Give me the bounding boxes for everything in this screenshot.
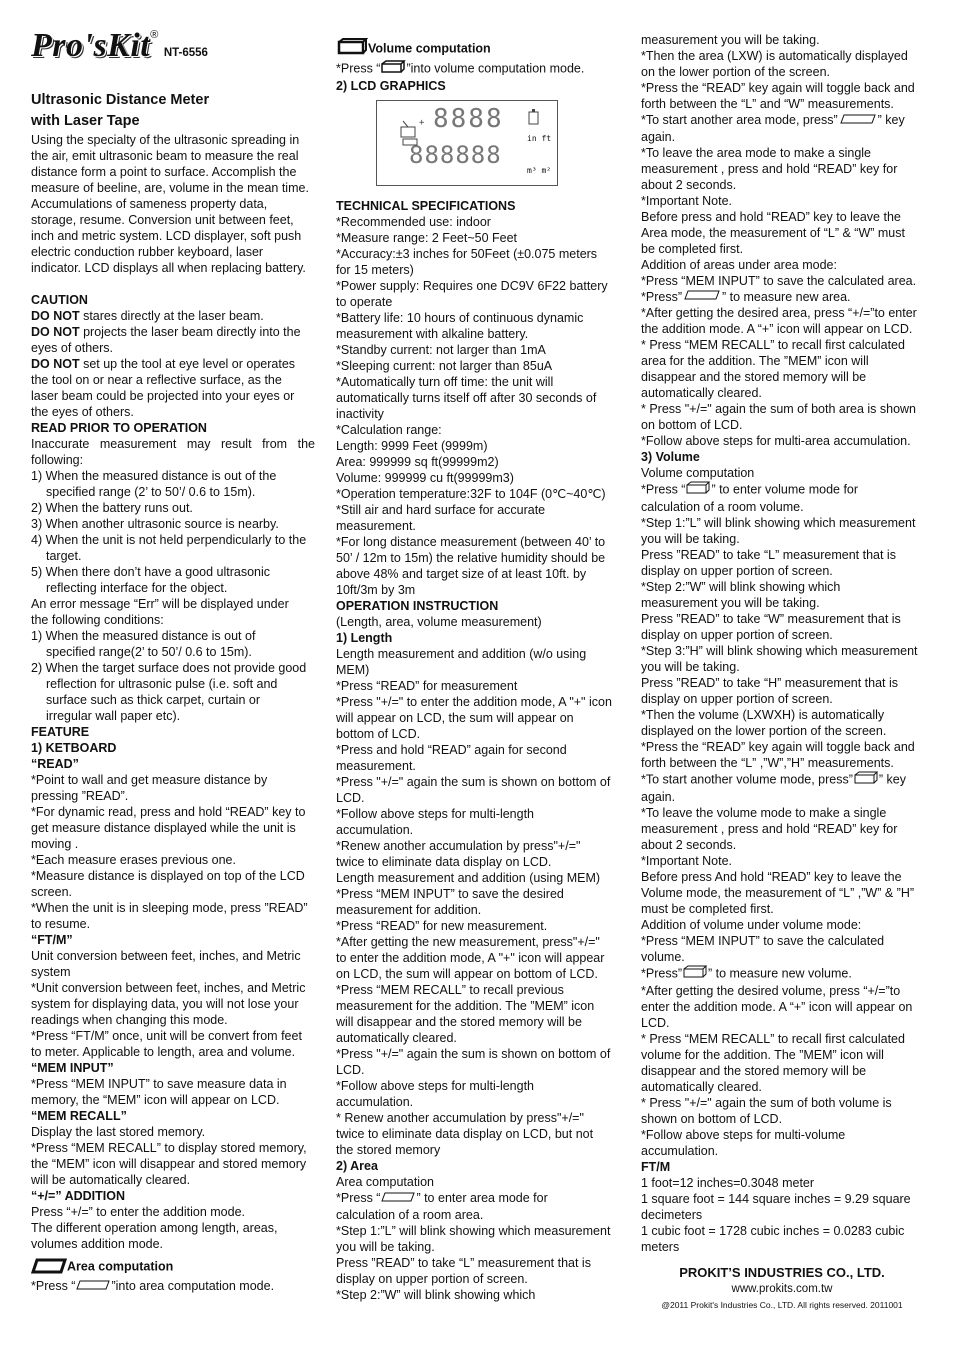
text-line: twice to eliminate data display on LCD. <box>336 855 552 869</box>
text-line: *Still air and hard surface for accurate <box>336 503 546 517</box>
text-line: will appear on LCD, the sum will appear on <box>336 711 574 725</box>
text-line: *Step 1:”L” will blink showing which measurement <box>641 516 916 531</box>
text-line: * Press "+/=" again the sum of both volume is <box>641 1096 892 1111</box>
text-line: Area: 999999 sq ft(99999m2) <box>336 455 499 469</box>
text-line: *Unit conversion between feet, inches, and Metric <box>31 981 306 995</box>
text-line: display on upper portion of screen. <box>641 564 833 579</box>
text-line: 2) When the battery runs out. <box>31 501 193 515</box>
text-line: measurement , press and hold “READ” key for <box>641 161 898 176</box>
text-line: *Automatically turn off time: the unit will <box>336 375 554 389</box>
caution-text: stares directly at the laser beam. <box>79 309 264 323</box>
copyright-text: @2011 Prokit's Industries Co., LTD. All rights reserved. 2011001 <box>661 1300 903 1310</box>
text-line: *To leave the volume mode to make a single <box>641 806 887 821</box>
text-line: the “MEM” icon will disappear and stored memory <box>31 1157 307 1171</box>
text-line: calculation of a room volume. <box>641 500 804 515</box>
text-line: *After getting the desired area, press “+/=”to enter <box>641 306 917 321</box>
text-line: LCD. <box>336 1063 365 1077</box>
text-line: Press ”READ” to take “W” measurement that is <box>641 612 901 627</box>
text-line: readings when changing this mode. <box>31 1013 228 1027</box>
title-line-1: Ultrasonic Distance Meter <box>31 92 210 108</box>
registered-mark: ® <box>150 29 159 41</box>
area-key-icon <box>75 1279 111 1295</box>
prokit-logo <box>31 27 208 64</box>
text-line: *Press “MEM INPUT” to save the calculated <box>641 934 885 949</box>
text-line: *Press "+/=" again the sum is shown on bottom of <box>336 775 611 789</box>
text-line: * Press “MEM RECALL” to recall first calculated <box>641 338 905 353</box>
text-line: storage, resume. Conversion unit between feet, <box>31 213 294 227</box>
text-line: Volume mode, the measurement of “L” ,”W” & ”H” <box>641 886 915 901</box>
text-line: display on upper portion of screen. <box>641 628 833 643</box>
addition-text <box>31 1204 315 1252</box>
area-press: *Press “ ” to enter area mode for <box>336 1191 548 1205</box>
mem-input-heading: “MEM INPUT” <box>31 1061 114 1075</box>
text-line: specified range (2’ to 50’/ 0.6 to 15m). <box>46 485 256 499</box>
read-key-text <box>31 772 315 932</box>
text-line: Inaccurate measurement may result from the <box>31 437 315 451</box>
text-line: reflecting interface for the object. <box>46 581 228 595</box>
volume-subheading: Volume computation <box>641 466 755 481</box>
text-line: Volume: 999999 cu ft(99999m3) <box>336 471 514 485</box>
text-line: 4) When the unit is not held perpendicularly to the <box>31 533 307 547</box>
text-line: LCD. <box>336 791 365 805</box>
text-line: on the lower portion of the screen. <box>641 65 831 79</box>
caution-text: projects the laser beam directly into the <box>79 325 301 339</box>
text-line: on LCD, the sum will appear on bottom of LCD. <box>336 967 598 981</box>
area-continued-text-2 <box>641 129 923 289</box>
text-line: *Press “MEM INPUT” to save measure data in <box>31 1077 287 1091</box>
text-line: following: <box>31 453 84 467</box>
text-line: Addition of areas under area mode: <box>641 257 837 272</box>
text-line: *Press “FT/M” once, unit will be convert from feet <box>31 1029 302 1043</box>
text-line: get measure distance displayed while the unit is <box>31 821 296 835</box>
text-line: on bottom of LCD. <box>641 418 743 433</box>
caution-list <box>31 308 315 420</box>
area-key-icon <box>838 113 878 129</box>
caution-text: eyes of others. <box>31 341 113 355</box>
conditions-list <box>31 628 315 724</box>
text-line: bottom of LCD. <box>336 727 421 741</box>
text-line: display on upper portion of screen. <box>641 692 833 707</box>
mem-input-text <box>31 1076 315 1108</box>
caution-text: set up the tool at eye level or operates <box>79 357 296 371</box>
text-line: measurement you will be taking. <box>641 596 820 611</box>
text-line: *After getting the new measurement, press"+/=" <box>336 935 600 949</box>
area-key-icon <box>31 1256 67 1278</box>
caution-heading: CAUTION <box>31 293 88 307</box>
text-line: *For dynamic read, press and hold “READ” key to <box>31 805 306 819</box>
text-line: The different operation among length, areas, <box>31 1221 278 1235</box>
text-line: the air, emit ultrasonic beam to measure the real <box>31 149 299 163</box>
text-line: to meter. Applicable to length, area and volume. <box>31 1045 296 1059</box>
text-line: accumulation. <box>641 1144 719 1159</box>
text-line: forth between the “L” and “W” measurements. <box>641 97 894 111</box>
text-line: 1 cubic foot = 1728 cubic inches = 0.0283 cubic <box>641 1224 905 1239</box>
text-line: distance form a point to surface. Accomplish the <box>31 165 297 179</box>
text-line: disappear and the stored memory will be <box>641 1064 867 1079</box>
text-line: *Then the area (LXW) is automatically displayed <box>641 49 908 63</box>
text-line: *Calculation range: <box>336 423 442 437</box>
text-line: *When the unit is in sleeping mode, press ”READ” <box>31 901 308 915</box>
text-line: electric conduction rubber keyboard, laser <box>31 245 264 259</box>
text-line: *Accuracy:±3 inches for 50Feet (±0.075 meters <box>336 247 598 261</box>
text-line: system <box>31 965 71 979</box>
battery-icon <box>527 109 541 125</box>
text-line: for 15 meters) <box>336 263 414 277</box>
text-line: measurement. <box>336 519 416 533</box>
text-line: *Standby current: not larger than 1mA <box>336 343 546 357</box>
addition-heading: “+/=” ADDITION <box>31 1189 125 1203</box>
text-line: accumulation. <box>336 823 414 837</box>
text-line: *Power supply: Requires one DC9V 6F22 battery <box>336 279 608 293</box>
text-line: * Renew another accumulation by press"+/=" <box>336 1111 584 1125</box>
text-line: *Press the “READ” key again will toggle back and <box>641 81 915 95</box>
area-continued-text <box>641 32 923 112</box>
text-line: *Follow above steps for multi-length <box>336 807 535 821</box>
text-line: surface such as thick carpet, curtain or <box>46 693 260 707</box>
text-line: you will be taking. <box>641 532 740 547</box>
lcd-graphic <box>376 100 558 186</box>
text-line: *Step 1:”L” will blink showing which measurement <box>336 1223 611 1238</box>
text-line: measurement with alkaline battery. <box>336 327 529 341</box>
text-line: enter the addition mode. A “+” icon will appear on <box>641 1000 913 1015</box>
model-number: NT-6556 <box>163 47 208 59</box>
text-line: again. <box>641 790 676 805</box>
area-computation-heading: Area computation <box>31 1256 315 1278</box>
caution-line <box>31 356 315 372</box>
text-line: above 48% and target size of at least 10ft. by <box>336 567 587 581</box>
text-line: moving . <box>31 837 79 851</box>
volume-computation-heading: Volume computation <box>336 38 620 60</box>
text-line: measurement you will be taking. <box>641 33 820 47</box>
caution-text: the eyes of others. <box>31 405 134 419</box>
text-line: Before press And hold “READ” key to leave the <box>641 870 902 885</box>
text-line: 1 square foot = 144 square inches = 9.29 square <box>641 1192 911 1207</box>
text-line: must be completed first. <box>641 902 774 917</box>
text-line: will be automatically cleared. <box>31 1173 191 1187</box>
mem-recall-heading: “MEM RECALL” <box>31 1109 127 1123</box>
length-heading: 1) Length <box>336 631 393 645</box>
text-line: Accumulations of sameness property data, <box>31 197 268 211</box>
area-steps-text <box>336 1207 620 1303</box>
text-line: *Press “MEM RECALL” to display stored memory, <box>31 1141 307 1155</box>
caution-line <box>31 308 315 324</box>
text-line: *After getting the desired volume, press “+/=”to <box>641 984 901 999</box>
text-line: irregular wall paper etc). <box>46 709 181 723</box>
text-line: automatically cleared. <box>336 1031 457 1045</box>
text-line: memory, the “MEM” icon will appear on LCD. <box>31 1093 280 1107</box>
text-line: display on upper portion of screen. <box>336 1271 528 1286</box>
feature-heading: FEATURE <box>31 725 90 739</box>
text-line: forth between the “L” ,”W”,”H” measurements. <box>641 756 894 771</box>
lcd-upper-units: in ft <box>527 134 552 143</box>
text-line: indicator. LCD displays all when replacing battery. <box>31 261 306 275</box>
text-line: measurement. <box>336 759 416 773</box>
text-line: *Operation temperature:32F to 104F (0℃~40℃) <box>336 487 606 501</box>
volume-continued-text-2 <box>641 789 923 965</box>
text-line: shown on bottom of LCD. <box>641 1112 783 1127</box>
volume-key-icon <box>685 481 711 499</box>
ftm-key-text <box>31 948 315 1060</box>
text-line: again. <box>641 129 676 144</box>
text-line: *Important Note. <box>641 854 733 869</box>
text-line: accumulation. <box>336 1095 414 1109</box>
text-line: inch and metric system. LCD displayer, soft push <box>31 229 302 243</box>
caution-text: the tool on or near a reflective surface, as the <box>31 373 282 387</box>
text-line: *Press “MEM INPUT” to save the desired <box>336 887 564 901</box>
operation-heading: OPERATION INSTRUCTION <box>336 599 499 613</box>
text-line: LCD. <box>641 1016 670 1031</box>
caution-prefix: DO NOT <box>31 325 80 339</box>
caution-prefix: DO NOT <box>31 357 80 371</box>
operation-subheading: (Length, area, volume measurement) <box>336 615 542 629</box>
text-line: target. <box>46 549 82 563</box>
text-line: Press ”READ” to take “L” measurement that is <box>336 1255 591 1270</box>
text-line: *Press “MEM RECALL” to recall previous <box>336 983 564 997</box>
tech-spec-heading: TECHNICAL SPECIFICATIONS <box>336 199 516 213</box>
lcd-lower-digits: 888888 <box>409 141 502 169</box>
text-line: *Step 2:”W” will blink showing which <box>641 580 841 595</box>
text-line: *Follow above steps for multi-area accumulation. <box>641 434 911 449</box>
text-line: the stored memory <box>336 1143 441 1157</box>
text-line: 2) When the target surface does not provide good <box>31 661 307 675</box>
text-line: * Press "+/=" again the sum of both area is shown <box>641 402 916 417</box>
volume-new-measure: *Press” ” to measure new volume. <box>641 965 923 983</box>
text-line: Using the specialty of the ultrasonic spreading in <box>31 133 300 147</box>
text-line: system for displaying data, you will not lose your <box>31 997 299 1011</box>
text-line: reflection for ultrasonic pulse (i.e. soft and <box>46 677 278 691</box>
text-line: you will be taking. <box>641 660 740 675</box>
area-heading: 2) Area <box>336 1159 378 1173</box>
area-key-icon <box>682 289 722 305</box>
text-line: *Follow above steps for multi-volume <box>641 1128 846 1143</box>
ftm-key-heading: “FT/M” <box>31 933 73 947</box>
text-line: to operate <box>336 295 393 309</box>
text-line: *Measure distance is displayed on top of the LCD <box>31 869 305 883</box>
read-key-heading: “READ” <box>31 757 79 771</box>
text-line: about 2 seconds. <box>641 838 737 853</box>
text-line: Length measurement and addition (w/o using <box>336 647 587 661</box>
text-line: volume. <box>641 950 685 965</box>
text-line: *Renew another accumulation by press"+/=" <box>336 839 581 853</box>
ftm-heading: FT/M <box>641 1160 671 1175</box>
text-line: *Then the volume (LXWXH) is automatically <box>641 708 885 723</box>
text-line: *Important Note. <box>641 193 733 208</box>
text-line: area for the addition. The ”MEM” icon will <box>641 354 869 369</box>
read-prior-heading: READ PRIOR TO OPERATION <box>31 421 207 435</box>
company-name: PROKIT’S INDUSTRIES CO., LTD. <box>679 1265 885 1280</box>
ftm-conversions <box>641 1175 923 1255</box>
volume-key-icon <box>380 60 406 78</box>
volume-key-icon <box>853 771 879 789</box>
text-line: screen. <box>31 885 72 899</box>
text-line: *To leave the area mode to make a single <box>641 145 871 160</box>
area-continued-text-3 <box>641 305 923 449</box>
mem-recall-text <box>31 1124 315 1188</box>
lcd-upper-digits: 8888 <box>433 104 504 134</box>
text-line: *Press “READ” for new measurement. <box>336 919 548 933</box>
text-line: Display the last stored memory. <box>31 1125 206 1139</box>
text-line: will disappear and the stored memory will be <box>336 1015 582 1029</box>
caution-line <box>31 388 315 404</box>
text-line: measurement , press and hold “READ” key for <box>641 822 898 837</box>
text-line: the addition mode. A “+” icon will appear on LCD. <box>641 322 913 337</box>
text-line: 1 foot=12 inches=0.3048 meter <box>641 1176 815 1191</box>
text-line: inactivity <box>336 407 384 421</box>
volume-continued-text-3 <box>641 983 923 1159</box>
text-line: twice to eliminate data display on LCD, but not <box>336 1127 594 1141</box>
text-line: Length: 9999 Feet (9999m) <box>336 439 488 453</box>
text-line: displayed on the lower portion of the screen. <box>641 724 887 739</box>
text-line: Unit conversion between feet, inches, and Metric <box>31 949 301 963</box>
text-line: *Press "+/=" to enter the addition mode, A "+" icon <box>336 695 612 709</box>
length-text <box>336 646 620 1158</box>
text-line: Before press and hold “READ” key to leave the <box>641 209 901 224</box>
area-new-measure: *Press” ” to measure new area. <box>641 289 851 304</box>
text-line: *Each measure erases previous one. <box>31 853 236 867</box>
text-line: calculation of a room area. <box>336 1207 484 1222</box>
text-line: 1) When the measured distance is out of the <box>31 469 277 483</box>
text-line: *Measure range: 2 Feet~50 Feet <box>336 231 518 245</box>
text-line: An error message “Err” will be displayed under <box>31 597 289 611</box>
intro-text <box>31 132 315 276</box>
text-line: * Press “MEM RECALL” to recall first calculated <box>641 1032 905 1047</box>
text-line: measurement for the addition. The ”MEM” icon <box>336 999 595 1013</box>
text-line: 3) When another ultrasonic source is nearby. <box>31 517 279 531</box>
caution-text: laser beam could be projected into your eyes or <box>31 389 295 403</box>
text-line: volume for the addition. The ”MEM” icon will <box>641 1048 884 1063</box>
text-line: meters <box>641 1240 680 1255</box>
text-line: *Recommended use: indoor <box>336 215 491 229</box>
volume-key-icon <box>682 965 708 983</box>
text-line: automatically cleared. <box>641 386 762 401</box>
volume-steps-text <box>641 499 923 771</box>
volume-press: *Press “ ” to enter volume mode for <box>641 481 923 499</box>
lcd-lower-units: m³ m² <box>527 166 552 175</box>
text-line: Area mode, the measurement of “L” & “W” must <box>641 225 905 240</box>
text-line: volumes addition mode. <box>31 1237 164 1251</box>
svg-text:+: + <box>419 118 425 128</box>
reasons-list <box>31 468 315 596</box>
caution-line <box>31 324 315 340</box>
text-line: *Battery life: 10 hours of continuous dynamic <box>336 311 584 325</box>
text-line: measure of beeline, are, volume in the mean time. <box>31 181 309 195</box>
caution-prefix: DO NOT <box>31 309 80 323</box>
text-line: *Sleeping current: not larger than 85uA <box>336 359 553 373</box>
keyboard-heading: 1) KETBOARD <box>31 741 117 755</box>
text-line: 50’ / 12m to 15m) the relative humidity should be <box>336 551 606 565</box>
text-line: Press “+/=” to enter the addition mode. <box>31 1205 246 1219</box>
text-line: *Point to wall and get measure distance by <box>31 773 268 787</box>
text-line: *Step 3:”H” will blink showing which measurement <box>641 644 918 659</box>
caution-line <box>31 404 315 420</box>
area-start-another: *To start another area mode, press” ” key <box>641 113 905 127</box>
text-line: Addition of volume under volume mode: <box>641 918 862 933</box>
text-line: *Press “READ” for measurement <box>336 679 518 693</box>
text-line: specified range(2’ to 50’/ 0.6 to 15m). <box>46 645 252 659</box>
text-line: automatically cleared. <box>641 1080 762 1095</box>
text-line: *Press and hold “READ” again for second <box>336 743 567 757</box>
text-line: automatically turns itself off after 30 seconds of <box>336 391 597 405</box>
text-line: *For long distance measurement (between 40’ to <box>336 535 606 549</box>
text-line: *Press “MEM INPUT” to save the calculated area. <box>641 273 917 288</box>
text-line: 5) When there don’t have a good ultrasonic <box>31 565 271 579</box>
text-line: Press ”READ” to take “L” measurement that is <box>641 548 896 563</box>
text-line: the following conditions: <box>31 613 164 627</box>
inaccurate-text <box>31 436 315 468</box>
error-text <box>31 596 315 628</box>
volume-computation-press: *Press “ ”into volume computation mode. <box>336 60 620 78</box>
area-subheading: Area computation <box>336 1175 434 1189</box>
text-line: you will be taking. <box>336 1239 435 1254</box>
text-line: measurement for addition. <box>336 903 482 917</box>
volume-start-another: *To start another volume mode, press” ” key <box>641 771 923 789</box>
text-line: *Press the “READ” key again will toggle back and <box>641 740 915 755</box>
title-line-2: with Laser Tape <box>31 113 140 129</box>
volume-heading: 3) Volume <box>641 450 700 465</box>
text-line: *Follow above steps for multi-length <box>336 1079 535 1093</box>
text-line: disappear and the stored memory will be <box>641 370 867 385</box>
text-line: be completed first. <box>641 241 744 256</box>
area-key-icon <box>380 1191 416 1207</box>
text-line: *Press "+/=" again the sum is shown on bottom of <box>336 1047 611 1061</box>
website-link[interactable]: www.prokits.com.tw <box>731 1283 833 1295</box>
text-line: about 2 seconds. <box>641 177 737 192</box>
brand-name: Pro'sKit <box>31 27 151 64</box>
text-line: *Step 2:”W” will blink showing which <box>336 1287 536 1302</box>
caution-line <box>31 372 315 388</box>
text-line: 10ft/3m by 3m <box>336 583 416 597</box>
tech-spec-text <box>336 214 620 598</box>
caution-line <box>31 340 315 356</box>
text-line: pressing ”READ”. <box>31 789 129 803</box>
text-line: to enter the addition mode, A "+" icon will appear <box>336 951 605 965</box>
text-line: decimeters <box>641 1208 703 1223</box>
footer <box>641 1265 923 1313</box>
text-line: MEM) <box>336 663 370 677</box>
lcd-graphics-heading: 2) LCD GRAPHICS <box>336 79 446 93</box>
area-computation-press: *Press “ ”into area computation mode. <box>31 1279 275 1293</box>
volume-key-icon <box>336 38 368 60</box>
text-line: 1) When the measured distance is out of <box>31 629 256 643</box>
text-line: Length measurement and addition (using MEM) <box>336 871 601 885</box>
text-line: to resume. <box>31 917 91 931</box>
text-line: Press ”READ” to take “H” measurement that is <box>641 676 899 691</box>
